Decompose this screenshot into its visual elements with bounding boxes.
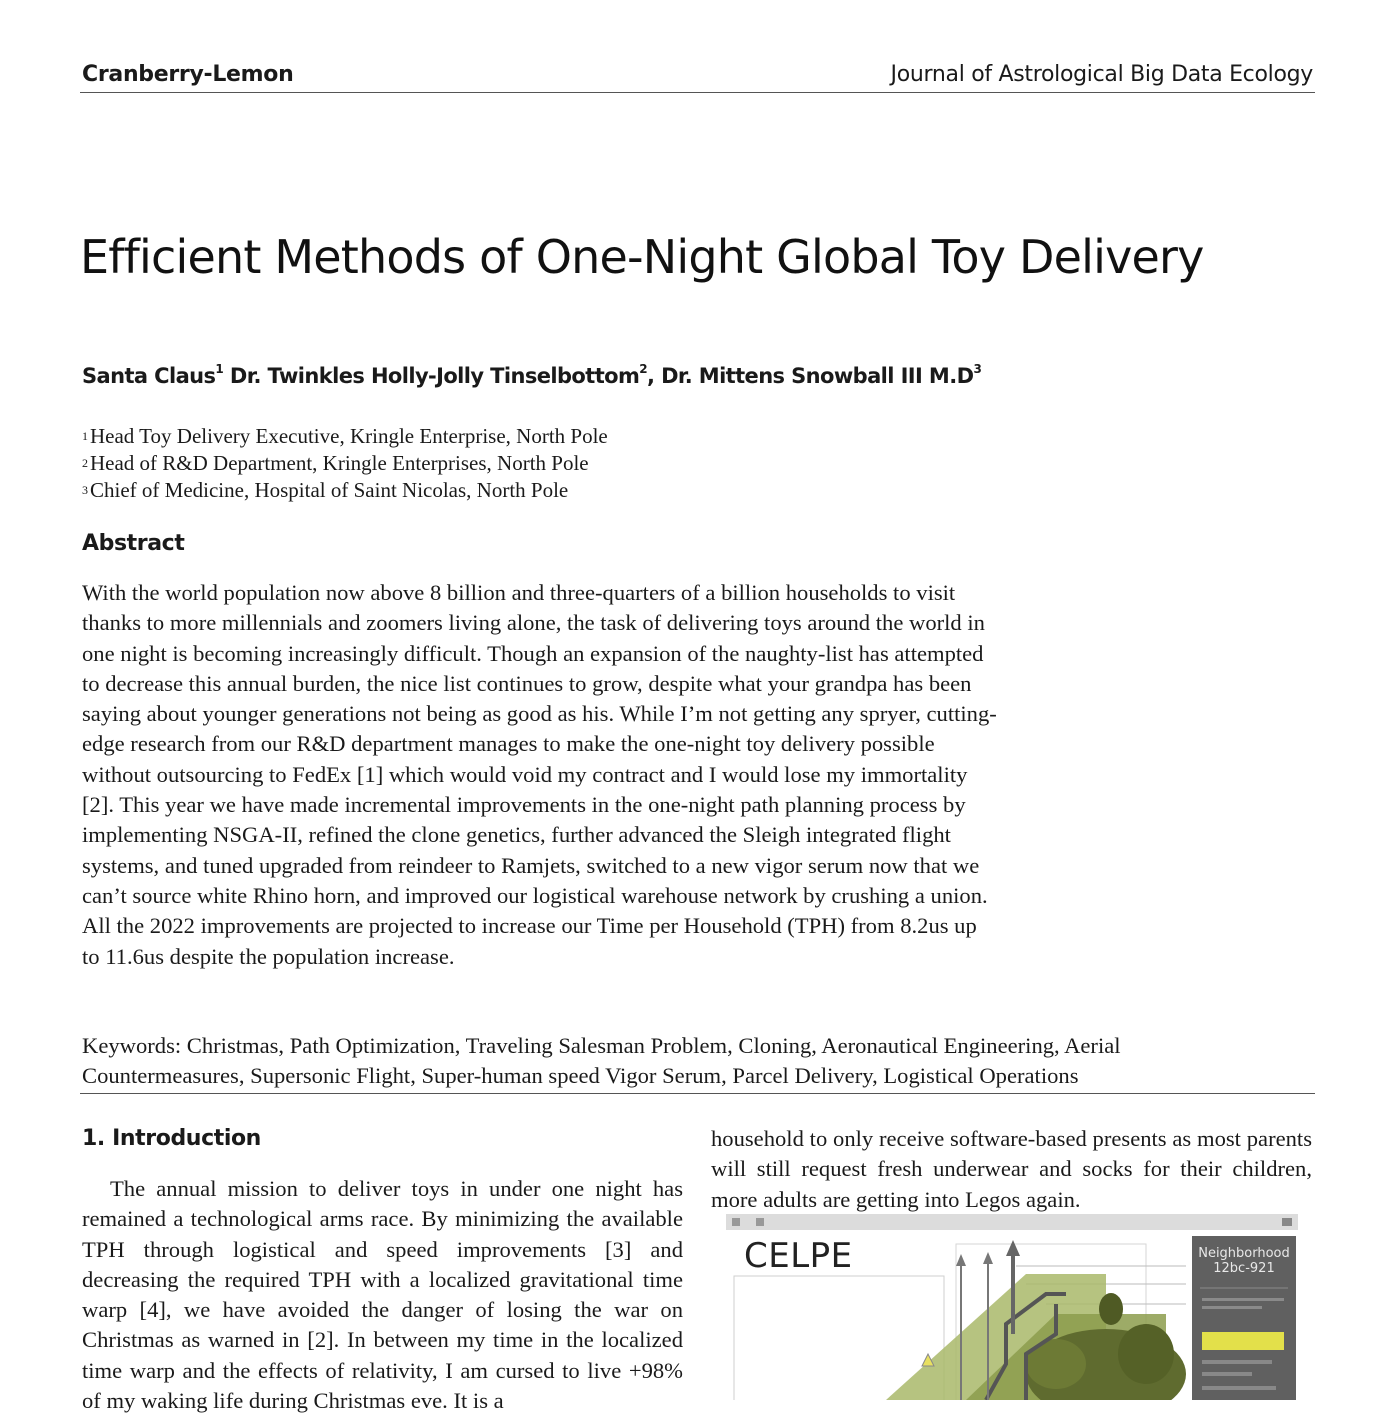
paper-title: Efficient Methods of One-Night Global Toy Delivery bbox=[80, 230, 1204, 284]
keywords: Keywords: Christmas, Path Optimization, Traveling Salesman Problem, Cloning, Aeronautical Engineering, Aerial Countermeasures, Supersonic Flight, Super-human speed Vigor Serum, Parcel Delivery, Logistical Operations bbox=[82, 1033, 1121, 1089]
author-name: Dr. Mittens Snowball III M.D bbox=[661, 364, 974, 388]
panel-title-line: Neighborhood bbox=[1198, 1246, 1290, 1261]
celpe-figure bbox=[726, 1214, 1298, 1400]
affiliation bbox=[82, 423, 608, 450]
neighborhood-panel bbox=[1192, 1236, 1296, 1400]
abstract-body: With the world population now above 8 billion and three-quarters of a billion households to visit thanks to more millennials and zoomers living alone, the task of delivering toys around the world in one night is becoming increasingly difficult. Though an expansion of the naughty-list has attempted to decrease this annual burden, the nice list continues to grow, despite what your grandpa has been saying about younger generations not being as good as his. While I’m not getting any spryer, cutting-edge research from our R&D department manages to make the one-night toy delivery possible without outsourcing to FedEx [1] which would void my contract and I would lose my immortality [2]. This year we have made incremental improvements in the one-night path planning process by implementing NSGA-II, refined the clone genetics, further advanced the Sleigh integrated flight systems, and tuned upgraded from reindeer to Ramjets, switched to a new vigor serum now that we can’t source white Rhino horn, and improved our logistical warehouse network by crushing a union. All the 2022 improvements are projected to increase our Time per Household (TPH) from 8.2us up to 11.6us despite the population increase. bbox=[82, 580, 997, 969]
affiliation-sup: 2 bbox=[82, 456, 88, 470]
affiliation-sup: 1 bbox=[82, 429, 88, 443]
affiliation bbox=[82, 450, 608, 477]
journal-full-name: Journal of Astrological Big Data Ecology bbox=[890, 62, 1313, 87]
author-list: Santa Claus$^1$ Dr. Twinkles Holly-Jolly Tinselbottom$^2$, Dr. Mittens Snowball III $M.D^3$ bbox=[82, 362, 982, 388]
introduction-heading: 1. Introduction bbox=[82, 1126, 261, 1151]
figure-toolbar bbox=[726, 1214, 1298, 1230]
introduction-right-column: household to only receive software-based presents as most parents will still request fresh underwear and socks for their children, more adults are getting into Legos again. bbox=[711, 1126, 1312, 1212]
introduction-body: The annual mission to deliver toys in under one night has remained a technological arms race. By minimizing the available TPH through logistical and speed improvements [3] and decreasing the required TPH with a localized gravitational time warp [4], we have avoided the danger of losing the war on Christmas as warned in [2]. In between my time in the localized time warp and the effects of relativity, I am cursed to live +98% of my waking life during Christmas eve. It is a bbox=[82, 1176, 683, 1414]
section-divider bbox=[80, 1093, 1315, 1094]
author-sup: 1 bbox=[215, 362, 224, 376]
page-header bbox=[80, 58, 1315, 93]
abstract-heading: Abstract bbox=[82, 531, 185, 556]
journal-short-name: Cranberry-Lemon bbox=[82, 62, 294, 87]
author-name: Santa Claus bbox=[82, 364, 216, 388]
affiliation-sup: 3 bbox=[82, 483, 88, 497]
affiliation-text: Chief of Medicine, Hospital of Saint Nicolas, North Pole bbox=[90, 478, 569, 502]
highlight-bar bbox=[1202, 1332, 1284, 1350]
figure-label: CELPE bbox=[744, 1236, 853, 1276]
affiliation-text: Head Toy Delivery Executive, Kringle Enterprise, North Pole bbox=[90, 424, 608, 448]
author-sup: 2 bbox=[639, 362, 647, 376]
affiliation-text: Head of R&D Department, Kringle Enterprises, North Pole bbox=[90, 451, 589, 475]
author-sup: 3 bbox=[973, 362, 982, 376]
panel-title-line: 12bc-921 bbox=[1213, 1261, 1275, 1276]
affiliation-list bbox=[82, 423, 608, 504]
panel-graphic bbox=[1192, 1236, 1296, 1400]
author-name: Dr. Twinkles Holly-Jolly Tinselbottom bbox=[229, 364, 640, 388]
affiliation bbox=[82, 477, 608, 504]
